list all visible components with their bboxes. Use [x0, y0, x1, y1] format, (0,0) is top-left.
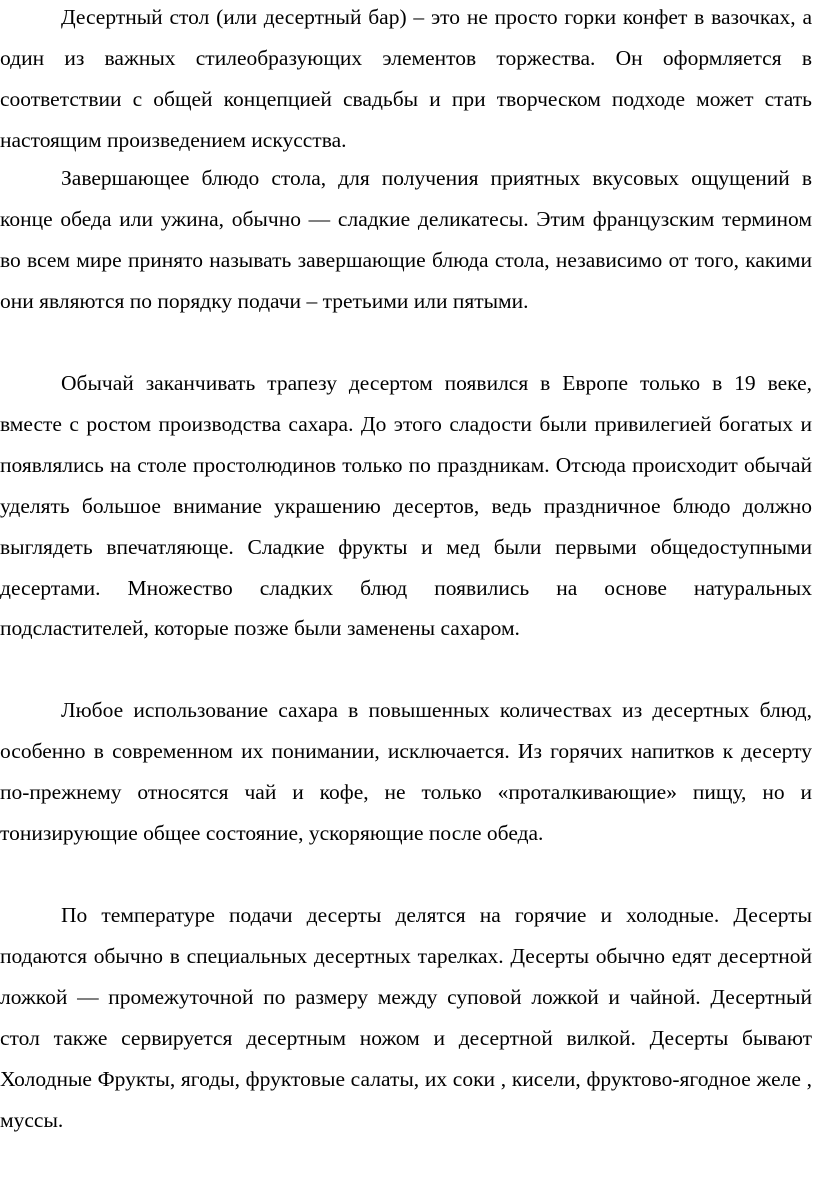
- paragraph-sugar-drinks: Любое использование сахара в повышенных количествах из десертных блюд, особенно в современном их понимании, исключается. Из горячих напитков к десерту по-прежнему относятся чай и кофе, не только «проталкивающие» пищу, но и тонизирующие общее состояние, ускоряющие после обеда.: [0, 698, 812, 845]
- paragraph-final-dish: Завершающее блюдо стола, для получения приятных вкусовых ощущений в конце обеда или ужина, обычно — сладкие деликатесы. Этим французским термином во всем мире принято называть завершающие блюда стола, независимо от того, какими они являются по порядку подачи – третьими или пятыми.: [0, 166, 812, 313]
- paragraph-history: Обычай заканчивать трапезу десертом появился в Европе только в 19 веке, вместе с ростом производства сахара. До этого сладости были привилегией богатых и появлялись на столе простолюдинов только по праздникам. Отсюда происходит обычай уделять большое внимание украшению десертов, ведь праздничное блюдо должно выглядеть впечатляюще. Сладкие фрукты и мед были первыми общедоступными десертами. Множество сладких блюд появились на основе натуральных подсластителей, которые позже были заменены сахаром.: [0, 371, 812, 641]
- paragraph-dessert-table: Десертный стол (или десертный бар) – это не просто горки конфет в вазочках, а один из важных стилеобразующих элементов торжества. Он оформляется в соответствии с общей концепцией свадьбы и при творческом подходе может стать настоящим произведением искусства.: [0, 5, 812, 152]
- paragraph-serving-temperature: По температуре подачи десерты делятся на горячие и холодные. Десерты подаются обычно в специальных десертных тарелках. Десерты обычно едят десертной ложкой — промежуточной по размеру между суповой ложкой и чайной. Десертный стол также сервируется десертным ножом и десертной вилкой. Десерты бывают Холодные Фрукты, ягоды, фруктовые салаты, их соки , кисели, фруктово-ягодное желе , муссы.: [0, 903, 812, 1132]
